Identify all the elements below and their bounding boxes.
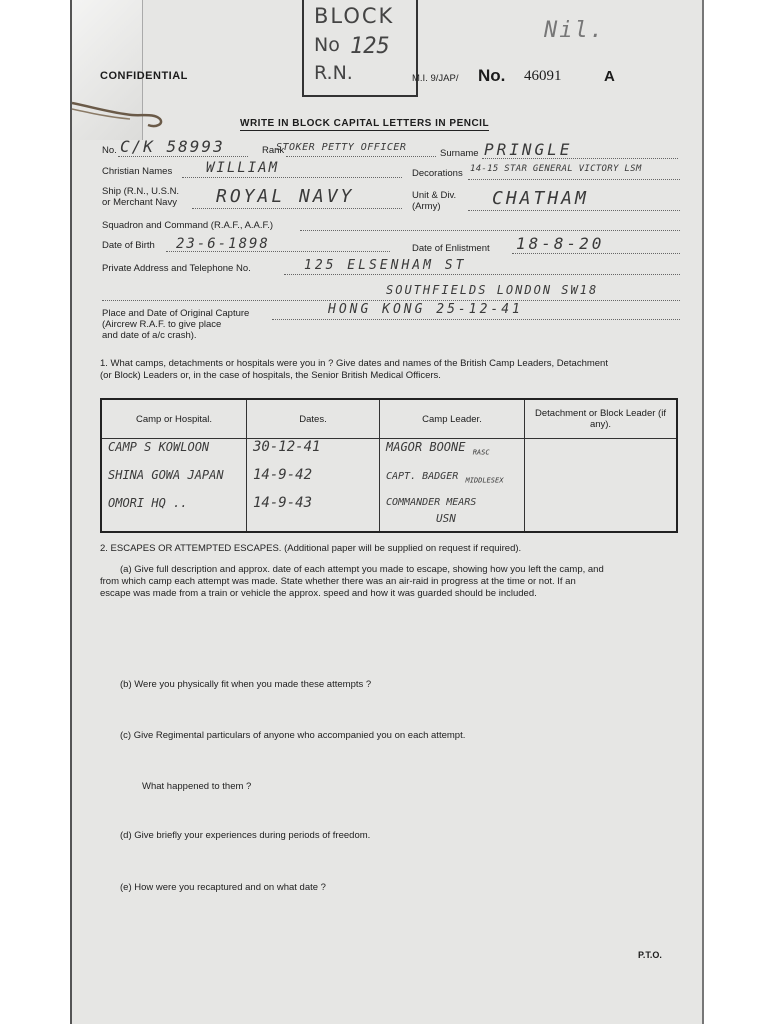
- question-2a-line-1: (a) Give full description and approx. date of each attempt you made to escape, showing how you left the camp, and: [120, 564, 604, 575]
- question-1-line-2: (or Block) Leaders or, in the case of hospitals, the Senior British Medical Officers.: [100, 370, 441, 381]
- surname-label: Surname: [440, 148, 479, 159]
- decorations-value: 14-15 STAR GENERAL VICTORY LSM: [470, 164, 642, 174]
- leader-note: USN: [436, 512, 456, 525]
- question-2d: (d) Give briefly your experiences during periods of freedom.: [120, 830, 371, 841]
- leader-name: COMMANDER MEARS: [386, 497, 477, 508]
- header-camp-leader: Camp Leader.: [380, 399, 525, 439]
- unit-label-2: (Army): [412, 201, 441, 212]
- camps-table: [100, 398, 678, 533]
- camp-entry: SHINA GOWA JAPAN: [108, 468, 224, 482]
- string-tie-icon: [72, 95, 167, 135]
- stamp-number: 125: [350, 34, 390, 59]
- confidential-label: CONFIDENTIAL: [100, 70, 188, 82]
- question-2a-line-3: escape was made from a train or vehicle the approx. speed and how it was guarded should be included.: [100, 588, 537, 599]
- date-entry: 30-12-41: [253, 439, 321, 455]
- leader-entry: [380, 439, 524, 467]
- ref-number: 46091: [524, 68, 562, 84]
- unit-value: CHATHAM: [492, 188, 589, 209]
- date-entry: 14-9-42: [253, 467, 313, 483]
- capture-label-3: and date of a/c crash).: [102, 330, 197, 341]
- corner-note: Nil.: [544, 18, 605, 43]
- block-stamp: [302, 0, 418, 97]
- rank-label: Rank: [262, 145, 285, 156]
- leader-note: RASC: [472, 448, 490, 457]
- pto-label: P.T.O.: [638, 950, 662, 960]
- dates-column: [247, 439, 380, 533]
- camp-entry: OMORI HQ ..: [108, 496, 188, 510]
- address-label: Private Address and Telephone No.: [102, 263, 251, 274]
- capture-label-1: Place and Date of Original Capture: [102, 308, 250, 319]
- stamp-block-text: BLOCK: [314, 4, 395, 28]
- surname-value: PRINGLE: [484, 140, 573, 159]
- stamp-no-text: No: [314, 34, 340, 56]
- question-2e: (e) How were you recaptured and on what date ?: [120, 882, 326, 893]
- capture-value: HONG KONG 25-12-41: [328, 302, 523, 317]
- question-1-line-1: 1. What camps, detachments or hospitals were you in ? Give dates and names of the British Camp Leaders, Detachment: [100, 358, 608, 369]
- dob-value: 23-6-1898: [176, 236, 270, 252]
- date-entry: 14-9-43: [253, 495, 313, 511]
- ship-label-1: Ship (R.N., U.S.N.: [102, 186, 180, 197]
- dob-label: Date of Birth: [102, 240, 155, 251]
- leader-name: CAPT. BADGER: [386, 471, 459, 482]
- header-camp: Camp or Hospital.: [101, 399, 247, 439]
- question-2c: (c) Give Regimental particulars of anyone who accompanied you on each attempt.: [120, 730, 466, 741]
- leader-entry: [380, 467, 524, 495]
- leader-entry: [380, 495, 524, 531]
- ref-suffix: A: [604, 68, 615, 85]
- ship-value: ROYAL NAVY: [216, 186, 355, 207]
- ship-label-2: or Merchant Navy: [102, 197, 177, 208]
- ref-prefix: M.I. 9/JAP/: [412, 73, 459, 84]
- squadron-label: Squadron and Command (R.A.F., A.A.F.): [102, 220, 274, 231]
- header-dates: Dates.: [247, 399, 380, 439]
- leader-column: [380, 439, 525, 533]
- question-2a-line-2: from which camp each attempt was made. State whether there was an air-raid in progress at the time or not. If an: [100, 576, 576, 587]
- decorations-label: Decorations: [412, 168, 463, 179]
- camp-column: [101, 439, 247, 533]
- address-line-1: 125 ELSENHAM ST: [304, 258, 467, 273]
- enlistment-label: Date of Enlistment: [412, 243, 490, 254]
- christian-names-value: WILLIAM: [206, 160, 280, 176]
- question-2c-followup: What happened to them ?: [142, 781, 252, 792]
- address-line-2: SOUTHFIELDS LONDON SW18: [386, 283, 599, 297]
- capture-label-2: (Aircrew R.A.F. to give place: [102, 319, 222, 330]
- form-page: [70, 0, 704, 1024]
- stamp-rn-text: R.N.: [314, 62, 353, 84]
- unit-label-1: Unit & Div.: [412, 190, 457, 201]
- question-2-title: 2. ESCAPES OR ATTEMPTED ESCAPES. (Additional paper will be supplied on request if required).: [100, 543, 522, 554]
- ref-no-label: No.: [478, 66, 506, 85]
- christian-names-label: Christian Names: [102, 166, 173, 177]
- leader-name: MAGOR BOONE: [386, 440, 466, 454]
- no-label: No.: [102, 145, 117, 156]
- enlistment-value: 18-8-20: [516, 234, 605, 253]
- leader-note: MIDDLESEX: [465, 476, 504, 485]
- camp-entry: CAMP S KOWLOON: [108, 440, 210, 454]
- question-2b: (b) Were you physically fit when you made these attempts ?: [120, 679, 372, 690]
- form-heading: WRITE IN BLOCK CAPITAL LETTERS IN PENCIL: [240, 118, 490, 129]
- service-number: C/K 58993: [120, 137, 225, 156]
- rank-value: STOKER PETTY OFFICER: [276, 142, 407, 153]
- header-detachment-leader: Detachment or Block Leader (if any).: [525, 399, 678, 439]
- detachment-column: [525, 439, 678, 533]
